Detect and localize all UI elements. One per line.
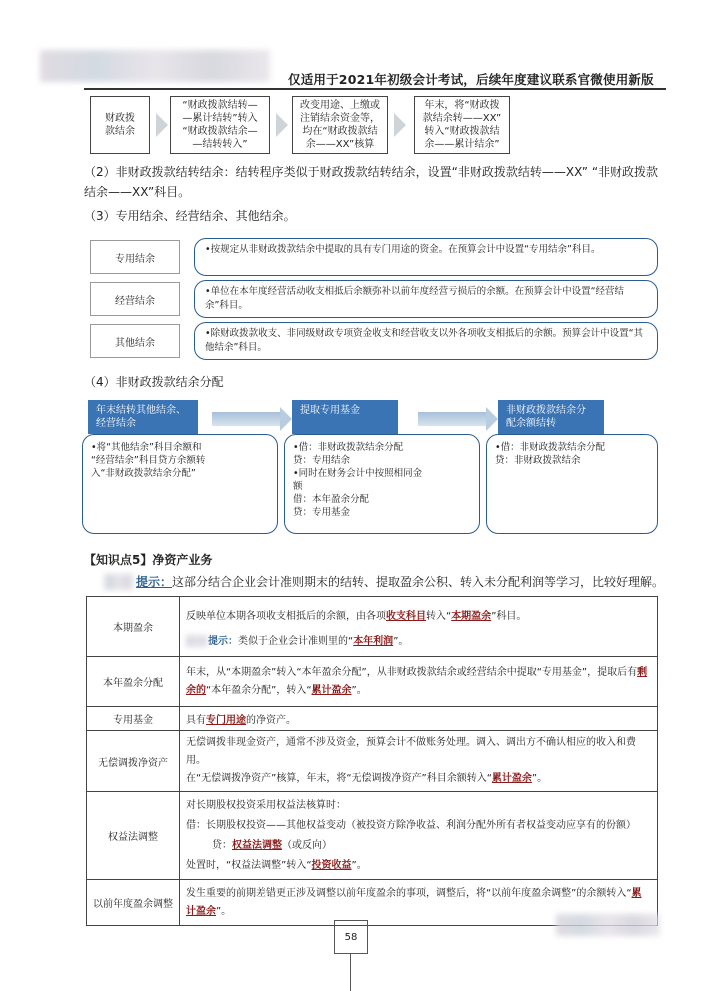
- row-label: 权益法调整: [87, 792, 180, 880]
- para-4: （4）非财政拨款结余分配: [84, 375, 224, 389]
- table-cell: [180, 657, 658, 707]
- text: ”。: [531, 773, 548, 784]
- kp-tip-label: 提示：: [136, 575, 173, 589]
- surplus-label-2: 经营结余: [90, 282, 180, 316]
- page-number: 58: [334, 920, 368, 954]
- underlined-term: 剩余的: [186, 666, 648, 696]
- text: 贷：: [212, 839, 232, 851]
- text: 无偿调拨非现金资产，通常不涉及资金，预算会计不做账务处理。调入、调出方不确认相应的收入和费用。: [186, 737, 636, 766]
- dist-head-2: 提取专用基金: [292, 400, 398, 434]
- text: 在“无偿调拨净资产”核算，年末，将“无偿调拨净资产”科目余额转入“: [186, 773, 492, 784]
- dist-body-1: •将“其他结余”科目余额和 “经营结余”科目贷方余额转 入“非财政拨款结余分配”: [82, 434, 278, 534]
- text: 发生重要的前期差错更正涉及调整以前年度盈余的事项，调整后，将“以前年度盈余调整”的余额转入“: [186, 887, 632, 899]
- text: “本年盈余分配”，转入“: [206, 684, 312, 696]
- kp-tip-text: 这部分结合企业会计准则期末的结转、提取盈余公积、转入未分配利润等学习，比较好理解。: [172, 575, 665, 589]
- blurred-logo: [40, 50, 270, 82]
- underlined-term: 投资收益: [311, 859, 352, 871]
- arrow-icon: [156, 113, 168, 137]
- flow-box-1: 财政拨 款结余: [90, 96, 150, 154]
- underlined-term: 累计盈余: [311, 684, 352, 696]
- blurred-mark: [186, 635, 208, 647]
- text: 的净资产。: [246, 715, 296, 726]
- dist-body-3: •借：非财政拨款结余分配 贷：非财政拨款结余: [486, 434, 658, 534]
- underlined-term: 本年利润: [353, 635, 394, 647]
- page-header-title: 仅适用于2021年初级会计考试，后续年度建议联系官微使用新版: [288, 72, 654, 87]
- para-2: （2）非财政拨款结转结余：结转程序类似于财政拨款结转结余，设置“非财政拨款结转——XX” “非财政拨款结余——XX”科目。: [84, 165, 659, 199]
- row-label: 本期盈余: [87, 597, 180, 657]
- text: 对长期股权投资采用权益法核算时：: [186, 799, 346, 811]
- text: ”科目。: [491, 610, 527, 622]
- page-tick-line: [350, 954, 351, 991]
- row-label: 本年盈余分配: [87, 657, 180, 707]
- flow-box-4: 年末，将“财政拨 款结余转——XX” 转入“财政拨款结 余——累计结余”: [414, 96, 510, 154]
- text: 具有: [186, 715, 206, 726]
- header-rule: [84, 88, 666, 90]
- text: ”。: [351, 684, 367, 696]
- text: 借：长期股权投资——其他权益变动（被投资方除净收益、利润分配外所有者权益变动应享有的份额）: [186, 819, 636, 831]
- text: 类似于企业会计准则里的“: [238, 635, 354, 647]
- tip-label: 提示：: [208, 635, 238, 647]
- table-cell: [180, 597, 658, 657]
- table-cell: [180, 731, 658, 792]
- underlined-term: 本期盈余: [451, 610, 492, 622]
- underlined-term: 权益法调整: [232, 839, 282, 851]
- dist-head-1: 年末结转其他结余、 经营结余: [88, 400, 198, 434]
- kp-title: 【知识点5】净资产业务: [84, 553, 213, 567]
- surplus-desc-1: •按规定从非财政拨款结余中提取的具有专门用途的资金。在预算会计中设置“专用结余”科目。: [194, 238, 658, 276]
- text: 处置时，“权益法调整”转入“: [186, 859, 312, 871]
- row-label: 无偿调拨净资产: [87, 731, 180, 792]
- surplus-desc-2: •单位在本年度经营活动收支相抵后余额弥补以前年度经营亏损后的余额。在预算会计中设置“经营结余”科目。: [194, 280, 658, 318]
- dist-body-2: •借：非财政拨款结余分配 贷：专用结余 •同时在财务会计中按照相同金 额 借：本年盈余分配 贷：专用基金: [284, 434, 480, 534]
- flow-box-2: “财政拨款结转— —累计结转”转入 “财政拨款结余— —结转转入”: [170, 96, 270, 154]
- text: 反映单位本期各项收支相抵后的余额，由各项: [186, 610, 386, 622]
- arrow-icon: [276, 113, 288, 137]
- dist-arrow-icon: [418, 412, 488, 426]
- row-label: 专用基金: [87, 707, 180, 731]
- underlined-term: 收支科目: [386, 610, 426, 622]
- text: 转入“: [426, 610, 452, 622]
- blurred-footer-mark: [556, 914, 660, 936]
- kp-tip: [136, 572, 676, 592]
- underlined-term: 累计盈余: [491, 773, 532, 784]
- para-3: （3）专用结余、经营结余、其他结余。: [84, 209, 296, 223]
- table-cell: [180, 792, 658, 880]
- surplus-desc-3: •除财政拨款收支、非同级财政专项资金收支和经营收支以外各项收支相抵后的余额。预算会计中设置“其他结余”科目。: [194, 322, 658, 360]
- row-label: 以前年度盈余调整: [87, 880, 180, 926]
- arrow-icon: [394, 113, 406, 137]
- flow-box-3: 改变用途、上缴或 注销结余资金等， 均在“财政拨款结 余——XX”核算: [292, 96, 388, 154]
- underlined-term: 累计盈余: [186, 887, 642, 917]
- blurred-mark: [104, 574, 134, 590]
- surplus-label-3: 其他结余: [90, 324, 180, 358]
- text: 年末，从“本期盈余”转入“本年盈余分配”，从非财政拨款结余或经营结余中提取“专用基金”，提取后有: [186, 666, 638, 678]
- text: ”。: [351, 859, 367, 871]
- text: （或反向）: [282, 839, 332, 851]
- underlined-term: 专门用途: [206, 715, 246, 726]
- dist-arrow-icon: [212, 412, 282, 426]
- surplus-label-1: 专用结余: [90, 240, 180, 274]
- table-cell: [180, 707, 658, 731]
- dist-head-3: 非财政拨款结余分 配余额结转: [498, 400, 604, 434]
- net-assets-table: [86, 596, 658, 926]
- text: ”。: [393, 635, 409, 647]
- text: ”。: [216, 905, 232, 917]
